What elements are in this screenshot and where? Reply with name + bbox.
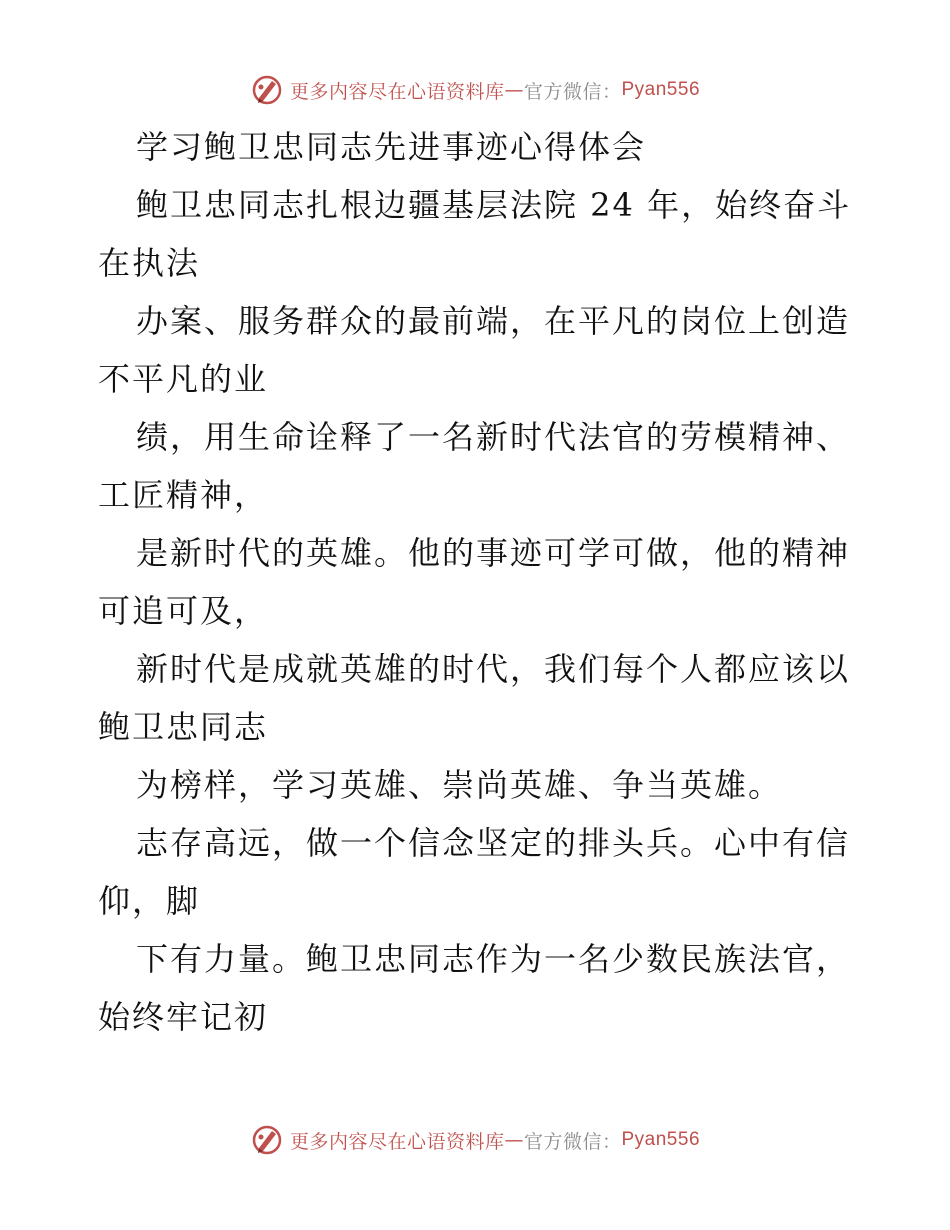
paragraph-line: 可追可及， bbox=[98, 592, 269, 630]
paragraph-line: 不平凡的业 bbox=[98, 360, 269, 398]
paragraph-line: 志存高远，做一个信念坚定的排头兵。心中有信 bbox=[136, 824, 851, 862]
paragraph-line: 在执法 bbox=[98, 244, 201, 282]
paragraph-line: 绩，用生命诠释了一名新时代法官的劳模精神、 bbox=[136, 418, 851, 456]
watermark-wechat-label: 官方微信： bbox=[523, 80, 622, 103]
paragraph-line: 鲍卫忠同志 bbox=[98, 708, 269, 746]
watermark-site-text: 更多内容尽在心语资料库 bbox=[289, 80, 505, 103]
paragraph-line: 办案、服务群众的最前端，在平凡的岗位上创造 bbox=[136, 302, 851, 340]
pen-logo-icon bbox=[250, 1123, 284, 1157]
paragraph-line: 新时代是成就英雄的时代，我们每个人都应该以 bbox=[136, 650, 851, 688]
paragraph-line: 是新时代的英雄。他的事迹可学可做，他的精神 bbox=[136, 534, 851, 572]
pen-logo-icon bbox=[250, 73, 284, 107]
paragraph-line: 为榜样，学习英雄、崇尚英雄、争当英雄。 bbox=[136, 766, 783, 804]
paragraph-line: 下有力量。鲍卫忠同志作为一名少数民族法官， bbox=[136, 940, 851, 978]
watermark-dash: — bbox=[504, 1129, 524, 1151]
document-title: 学习鲍卫忠同志先进事迹心得体会 bbox=[136, 128, 647, 166]
paragraph-line: 仰，脚 bbox=[98, 882, 201, 920]
document-body bbox=[98, 118, 858, 1046]
watermark-site-text: 更多内容尽在心语资料库 bbox=[289, 1130, 505, 1153]
watermark-wechat-label: 官方微信： bbox=[523, 1130, 622, 1153]
paragraph-line: 鲍卫忠同志扎根边疆基层法院 24 年，始终奋斗 bbox=[136, 186, 852, 224]
paragraph-line: 工匠精神， bbox=[98, 476, 269, 514]
watermark-wechat-id: Pyan556 bbox=[621, 79, 701, 100]
footer-watermark bbox=[0, 1120, 950, 1160]
watermark-dash: — bbox=[504, 79, 524, 101]
paragraph-line: 始终牢记初 bbox=[98, 998, 269, 1036]
watermark-wechat-id: Pyan556 bbox=[621, 1129, 701, 1150]
header-watermark bbox=[0, 70, 950, 110]
